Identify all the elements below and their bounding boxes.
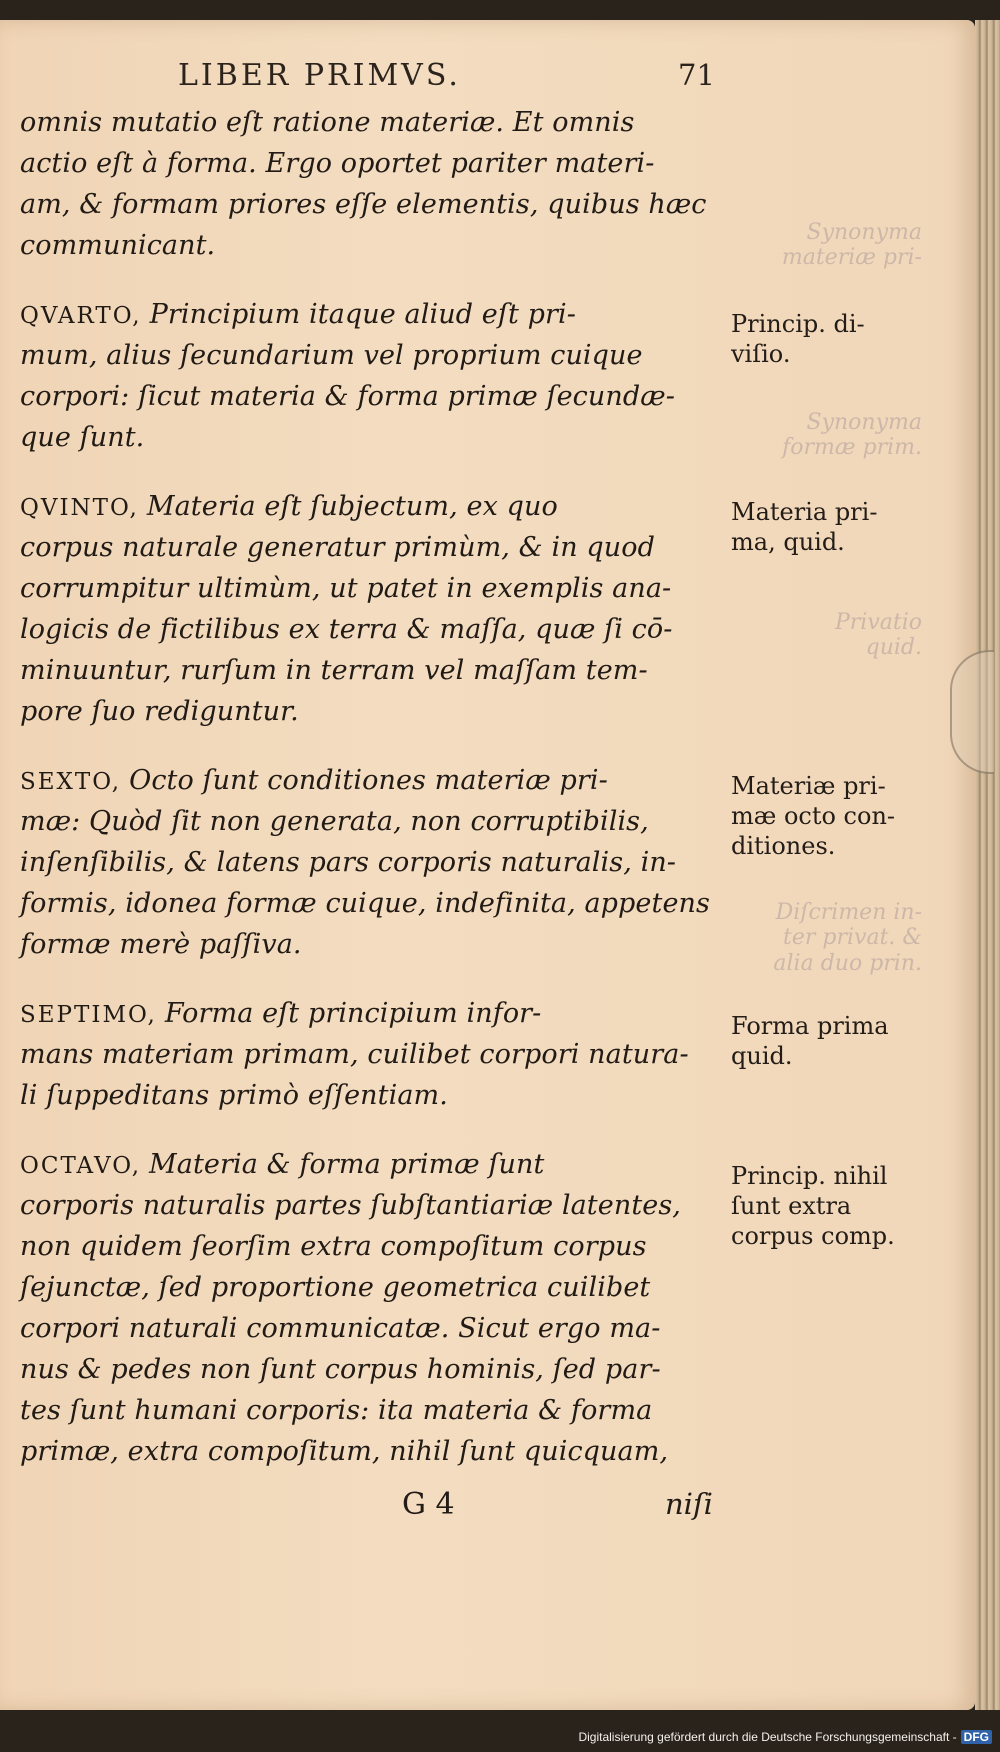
text-line: communicant. xyxy=(20,230,216,261)
text-fragment: Forma eſt principium infor- xyxy=(164,998,542,1029)
paragraph-lead-word: QVARTO, xyxy=(20,303,142,329)
margin-note-materiae-conditiones xyxy=(731,771,961,861)
paragraph-gap xyxy=(20,1116,725,1144)
margin-note-line: Princip. nihil xyxy=(731,1162,888,1190)
text-line: primæ, extra compoſitum, nihil ſunt quicquam, xyxy=(20,1436,669,1467)
dfg-badge: DFG xyxy=(961,1730,992,1744)
margin-note-line: viſio. xyxy=(731,340,791,368)
page-footer xyxy=(40,1487,720,1535)
text-line xyxy=(20,486,725,527)
text-fragment: Principium itaque aliud eſt pri- xyxy=(149,299,576,330)
paragraph-sexto xyxy=(20,760,725,965)
bleed-through-text: Synonyma materiæ pri- xyxy=(781,220,922,271)
margin-note-line: ditiones. xyxy=(731,832,836,860)
text-line: formæ merè paſſiva. xyxy=(20,929,302,960)
text-line: corpus naturale generatur primùm, & in quod xyxy=(20,532,656,563)
margin-note-principium xyxy=(731,309,961,369)
margin-note-line: Forma prima xyxy=(731,1012,889,1040)
margin-note-line: Materia pri- xyxy=(731,498,878,526)
bleed-through-text: Synonyma formæ prim. xyxy=(782,410,922,461)
paragraph-lead-word: SEPTIMO, xyxy=(20,1002,157,1028)
paragraph-lead-word: OCTAVO, xyxy=(20,1153,142,1179)
text-line: que ſunt. xyxy=(20,422,145,453)
text-line xyxy=(20,760,725,801)
margin-note-forma xyxy=(731,1011,961,1071)
text-line: am, & formam priores eſſe elementis, quibus hæc xyxy=(20,189,707,220)
bleed-through-text: Diſcrimen in- ter privat. & alia duo prin. xyxy=(773,900,922,976)
text-line: mum, alius ſecundarium vel proprium cuique xyxy=(20,340,643,371)
text-line: inſenſibilis, & latens pars corporis naturalis, in- xyxy=(20,847,677,878)
paragraph-gap xyxy=(20,965,725,993)
margin-note-line: corpus comp. xyxy=(731,1222,895,1250)
text-line: corporis naturalis partes ſubſtantiariæ latentes, xyxy=(20,1190,681,1221)
paragraph-gap xyxy=(20,732,725,760)
text-line: pore ſuo rediguntur. xyxy=(20,696,299,727)
text-line: logicis de fictilibus ex terra & maſſa, quæ ſi cō- xyxy=(20,614,673,645)
paragraph-lead-word: SEXTO, xyxy=(20,769,122,795)
main-text-column xyxy=(20,102,725,1472)
signature-mark: G 4 xyxy=(402,1487,455,1522)
margin-note-principium-nihil xyxy=(731,1161,961,1251)
text-line xyxy=(20,294,725,335)
paragraph-quinto xyxy=(20,486,725,732)
margin-note-line: quid. xyxy=(731,1042,793,1070)
text-fragment: Materia eſt ſubjectum, ex quo xyxy=(146,491,558,522)
margin-note-line: Princip. di- xyxy=(731,310,865,338)
text-line: ſejunctæ, ſed proportione geometrica cuilibet xyxy=(20,1272,651,1303)
page-number: 71 xyxy=(678,58,715,92)
page-tab-marker xyxy=(950,650,994,774)
margin-note-line: ma, quid. xyxy=(731,528,845,556)
text-line: li ſuppeditans primò eſſentiam. xyxy=(20,1080,448,1111)
text-line: corpori: ſicut materia & forma primæ ſecundæ- xyxy=(20,381,675,412)
text-fragment: Materia & forma primæ ſunt xyxy=(149,1149,545,1180)
text-line: mans materiam primam, cuilibet corpori natura- xyxy=(20,1039,689,1070)
text-line: actio eſt à forma. Ergo oportet pariter materi- xyxy=(20,148,655,179)
margin-note-materia xyxy=(731,497,961,557)
attribution-text: Digitalisierung gefördert durch die Deutsche Forschungsgemeinschaft - xyxy=(578,1730,957,1744)
paragraph-septimo xyxy=(20,993,725,1116)
margin-note-line: mæ octo con- xyxy=(731,802,896,830)
page-edge xyxy=(975,20,1000,1710)
margin-note-line: Materiæ pri- xyxy=(731,772,886,800)
margin-note-line: ſunt extra xyxy=(731,1192,852,1220)
text-line: non quidem ſeorſim extra compoſitum corpus xyxy=(20,1231,647,1262)
text-line: omnis mutatio eſt ratione materiæ. Et omnis xyxy=(20,107,635,138)
text-line: nus & pedes non ſunt corpus hominis, ſed par- xyxy=(20,1354,661,1385)
page-header xyxy=(28,58,718,100)
text-line: minuuntur, rurſum in terram vel maſſam tem- xyxy=(20,655,648,686)
running-head: LIBER PRIMVS. xyxy=(178,58,461,93)
text-line: mæ: Quòd ſit non generata, non corruptibilis, xyxy=(20,806,649,837)
catchword: niſi xyxy=(665,1487,713,1521)
paragraph-octavo xyxy=(20,1144,725,1472)
text-fragment: Octo ſunt conditiones materiæ pri- xyxy=(129,765,608,796)
paragraph-continuation xyxy=(20,102,725,266)
digitization-attribution xyxy=(578,1730,992,1744)
text-line xyxy=(20,993,725,1034)
bleed-through-text: Privatio quid. xyxy=(834,610,922,661)
text-line: corpori naturali communicatæ. Sicut ergo ma- xyxy=(20,1313,661,1344)
paragraph-gap xyxy=(20,458,725,486)
text-line: formis, idonea formæ cuique, indefinita, appetens xyxy=(20,888,710,919)
paragraph-lead-word: QVINTO, xyxy=(20,495,139,521)
text-line xyxy=(20,1144,725,1185)
paragraph-gap xyxy=(20,266,725,294)
paragraph-quarto xyxy=(20,294,725,458)
text-line: tes ſunt humani corporis: ita materia & forma xyxy=(20,1395,653,1426)
text-line: corrumpitur ultimùm, ut patet in exemplis ana- xyxy=(20,573,672,604)
